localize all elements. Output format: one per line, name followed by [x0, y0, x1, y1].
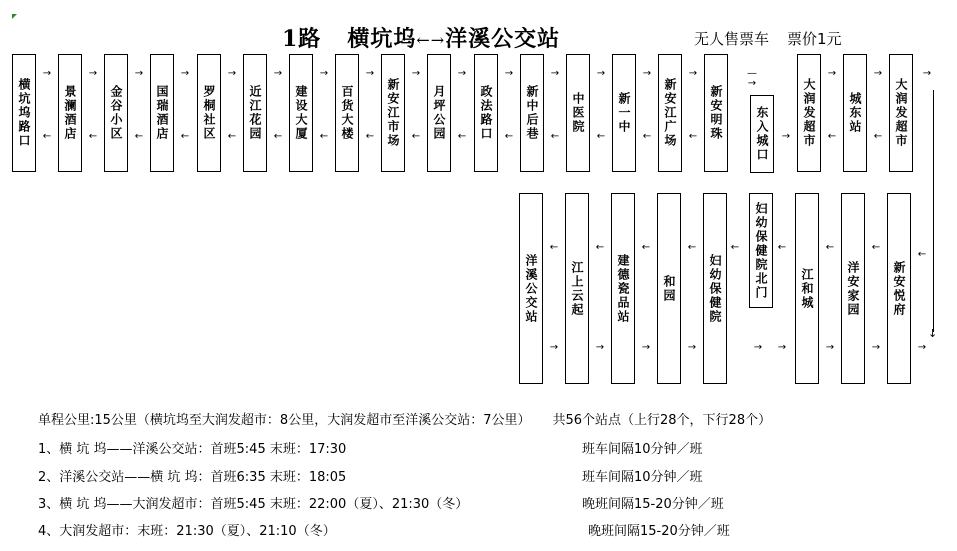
- station-name: 政法路口: [479, 85, 493, 141]
- station-name: 建设大厦: [294, 85, 308, 141]
- station-top-1: [58, 54, 82, 172]
- station-top-5: [243, 54, 267, 172]
- station-name: 金谷小区: [109, 85, 123, 141]
- schedule-interval-4: 晚班间隔15-20分钟／班: [588, 524, 730, 539]
- left-arrow-icon: ←: [42, 131, 52, 142]
- route-connector-line: [933, 90, 934, 332]
- station-top-18: [843, 54, 867, 172]
- left-arrow-icon: ←: [827, 131, 837, 142]
- station-name: 新安悦府: [892, 260, 906, 317]
- station-name: 洋安家园: [846, 260, 860, 317]
- station-name: 妇幼保健院北门: [754, 201, 768, 300]
- station-bottom-6: [795, 193, 819, 384]
- route-title: [282, 22, 560, 53]
- station-name: 横坑坞路口: [17, 78, 31, 148]
- fare-label: 票价1元: [787, 30, 842, 48]
- right-arrow-icon: →: [687, 342, 697, 353]
- left-arrow-icon: ←: [227, 131, 237, 142]
- left-arrow-icon: ←: [730, 242, 740, 253]
- right-arrow-icon: →: [42, 68, 52, 79]
- station-top-13: [612, 54, 636, 172]
- left-arrow-icon: ←: [871, 242, 881, 253]
- right-arrow-icon: →: [411, 68, 421, 79]
- station-top-3: [150, 54, 174, 172]
- station-bottom-2: [611, 193, 635, 384]
- station-name: 百货大楼: [340, 85, 354, 141]
- left-arrow-icon: ←: [411, 131, 421, 142]
- right-arrow-icon: →: [550, 68, 560, 79]
- station-name: 大润发超市: [894, 78, 908, 148]
- station-name: 中医院: [571, 92, 585, 134]
- station-name: 新中后巷: [525, 85, 539, 141]
- route-to: 洋溪公交站: [445, 26, 561, 52]
- station-top-0: [12, 54, 36, 172]
- station-top-2: [104, 54, 128, 172]
- right-arrow-icon: →: [827, 68, 837, 79]
- station-top-15: [704, 54, 728, 172]
- station-bottom-0: [519, 193, 543, 384]
- right-arrow-icon: →: [227, 68, 237, 79]
- station-bottom-7: [841, 193, 865, 384]
- schedule-line-1: 1、横 坑 坞——洋溪公交站：首班5:45 末班：17:30: [38, 442, 347, 457]
- route-number: 1路: [282, 26, 322, 52]
- station-top-11: [520, 54, 544, 172]
- right-arrow-icon: →: [273, 68, 283, 79]
- left-arrow-icon: ←: [180, 131, 190, 142]
- bidirectional-arrow-icon: ←→: [416, 30, 446, 50]
- right-arrow-icon: →: [504, 68, 514, 79]
- station-name: 和园: [662, 274, 676, 303]
- right-arrow-icon: →: [596, 68, 606, 79]
- route-connector-arrow-icon: ↓: [928, 327, 938, 340]
- left-arrow-icon: ←: [825, 242, 835, 253]
- unmanned-label: 无人售票车: [694, 30, 770, 48]
- schedule-interval-1: 班车间隔10分钟／班: [582, 442, 703, 457]
- distance-note: 单程公里:15公里（横坑坞至大润发超市：8公里，大润发超市至洋溪公交站：7公里） 共56个站点（上行28个，下行28个）: [38, 413, 772, 428]
- left-arrow-icon: ←: [917, 249, 927, 260]
- left-arrow-icon: ←: [273, 131, 283, 142]
- station-name: 东入城口: [755, 106, 769, 162]
- station-name: 国瑞酒店: [155, 85, 169, 141]
- right-arrow-icon: →: [688, 68, 698, 79]
- right-arrow-icon: →: [457, 68, 467, 79]
- left-arrow-icon: ←: [549, 242, 559, 253]
- left-arrow-icon: ←: [504, 131, 514, 142]
- station-name: 罗桐社区: [202, 85, 216, 141]
- corner-mark: [12, 14, 17, 19]
- station-bottom-5: [749, 193, 773, 308]
- stops-count: 共56个站点（上行28个，下行28个）: [552, 413, 772, 428]
- left-arrow-icon: ←: [365, 131, 375, 142]
- left-arrow-icon: ←: [596, 131, 606, 142]
- right-arrow-icon: →: [777, 342, 787, 353]
- station-top-6: [289, 54, 313, 172]
- station-name: 月坪公园: [432, 85, 446, 141]
- schedule-interval-2: 班车间隔10分钟／班: [582, 470, 703, 485]
- schedule-interval-3: 晚班间隔15-20分钟／班: [582, 497, 724, 512]
- station-top-7: [335, 54, 359, 172]
- left-arrow-icon: ←: [777, 242, 787, 253]
- left-arrow-icon: ←: [595, 242, 605, 253]
- right-arrow-icon: →: [365, 68, 375, 79]
- left-arrow-icon: ←: [319, 131, 329, 142]
- right-arrow-icon: →: [88, 68, 98, 79]
- station-top-10: [474, 54, 498, 172]
- left-arrow-icon: ←: [134, 131, 144, 142]
- station-name: 大润发超市: [802, 78, 816, 148]
- right-arrow-icon: →: [180, 68, 190, 79]
- right-arrow-icon: →: [917, 342, 927, 353]
- left-arrow-icon: ←: [642, 131, 652, 142]
- right-arrow-icon: →: [873, 68, 883, 79]
- schedule-line-4: 4、大润发超市：末班：21:30（夏）、21:10（冬）: [38, 524, 336, 539]
- fare-info: [694, 28, 842, 49]
- right-arrow-icon: →: [319, 68, 329, 79]
- left-arrow-icon: ←: [457, 131, 467, 142]
- right-arrow-icon: →: [825, 342, 835, 353]
- station-top-8: [381, 54, 405, 172]
- station-top-12: [566, 54, 590, 172]
- station-bottom-4: [703, 193, 727, 384]
- left-arrow-icon: ←: [88, 131, 98, 142]
- left-arrow-icon: ←: [550, 131, 560, 142]
- right-arrow-icon: →: [922, 68, 932, 79]
- station-name: 新安江市场: [386, 78, 400, 148]
- station-name: 建德瓷品站: [616, 253, 630, 324]
- right-arrow-icon: →: [595, 342, 605, 353]
- station-name: 江上云起: [570, 260, 584, 317]
- station-name: 江和城: [800, 267, 814, 310]
- right-arrow-icon: →: [134, 68, 144, 79]
- station-name: 新一中: [617, 92, 631, 134]
- station-top-14: [658, 54, 682, 172]
- schedule-line-2: 2、洋溪公交站——横 坑 坞：首班6:35 末班：18:05: [38, 470, 347, 485]
- station-top-19: [889, 54, 913, 172]
- station-name: 景澜酒店: [63, 85, 77, 141]
- station-name: 近江花园: [248, 85, 262, 141]
- right-arrow-icon: —→: [747, 68, 757, 89]
- station-bottom-3: [657, 193, 681, 384]
- right-arrow-icon: →: [642, 68, 652, 79]
- route-from: 横坑坞: [347, 26, 417, 52]
- station-top-9: [427, 54, 451, 172]
- schedule-line-3: 3、横 坑 坞——大润发超市：首班5:45 末班：22:00（夏）、21:30（冬）: [38, 497, 469, 512]
- left-arrow-icon: ←: [687, 242, 697, 253]
- station-name: 城东站: [848, 92, 862, 134]
- right-arrow-icon: →: [641, 342, 651, 353]
- station-name: 新安江广场: [663, 78, 677, 148]
- left-arrow-icon: ←: [873, 131, 883, 142]
- left-arrow-icon: ←: [641, 242, 651, 253]
- station-bottom-1: [565, 193, 589, 384]
- station-top-17: [797, 54, 821, 172]
- station-name: 新安明珠: [709, 85, 723, 141]
- station-bottom-8: [887, 193, 911, 384]
- right-arrow-icon: →: [871, 342, 881, 353]
- left-arrow-icon: ←: [688, 131, 698, 142]
- station-top-16: [750, 95, 774, 173]
- station-name: 妇幼保健院: [708, 253, 722, 324]
- right-arrow-icon: →: [549, 342, 559, 353]
- right-arrow-icon: →: [753, 342, 763, 353]
- station-name: 洋溪公交站: [524, 253, 538, 324]
- right-arrow-icon: →: [781, 131, 791, 142]
- station-top-4: [197, 54, 221, 172]
